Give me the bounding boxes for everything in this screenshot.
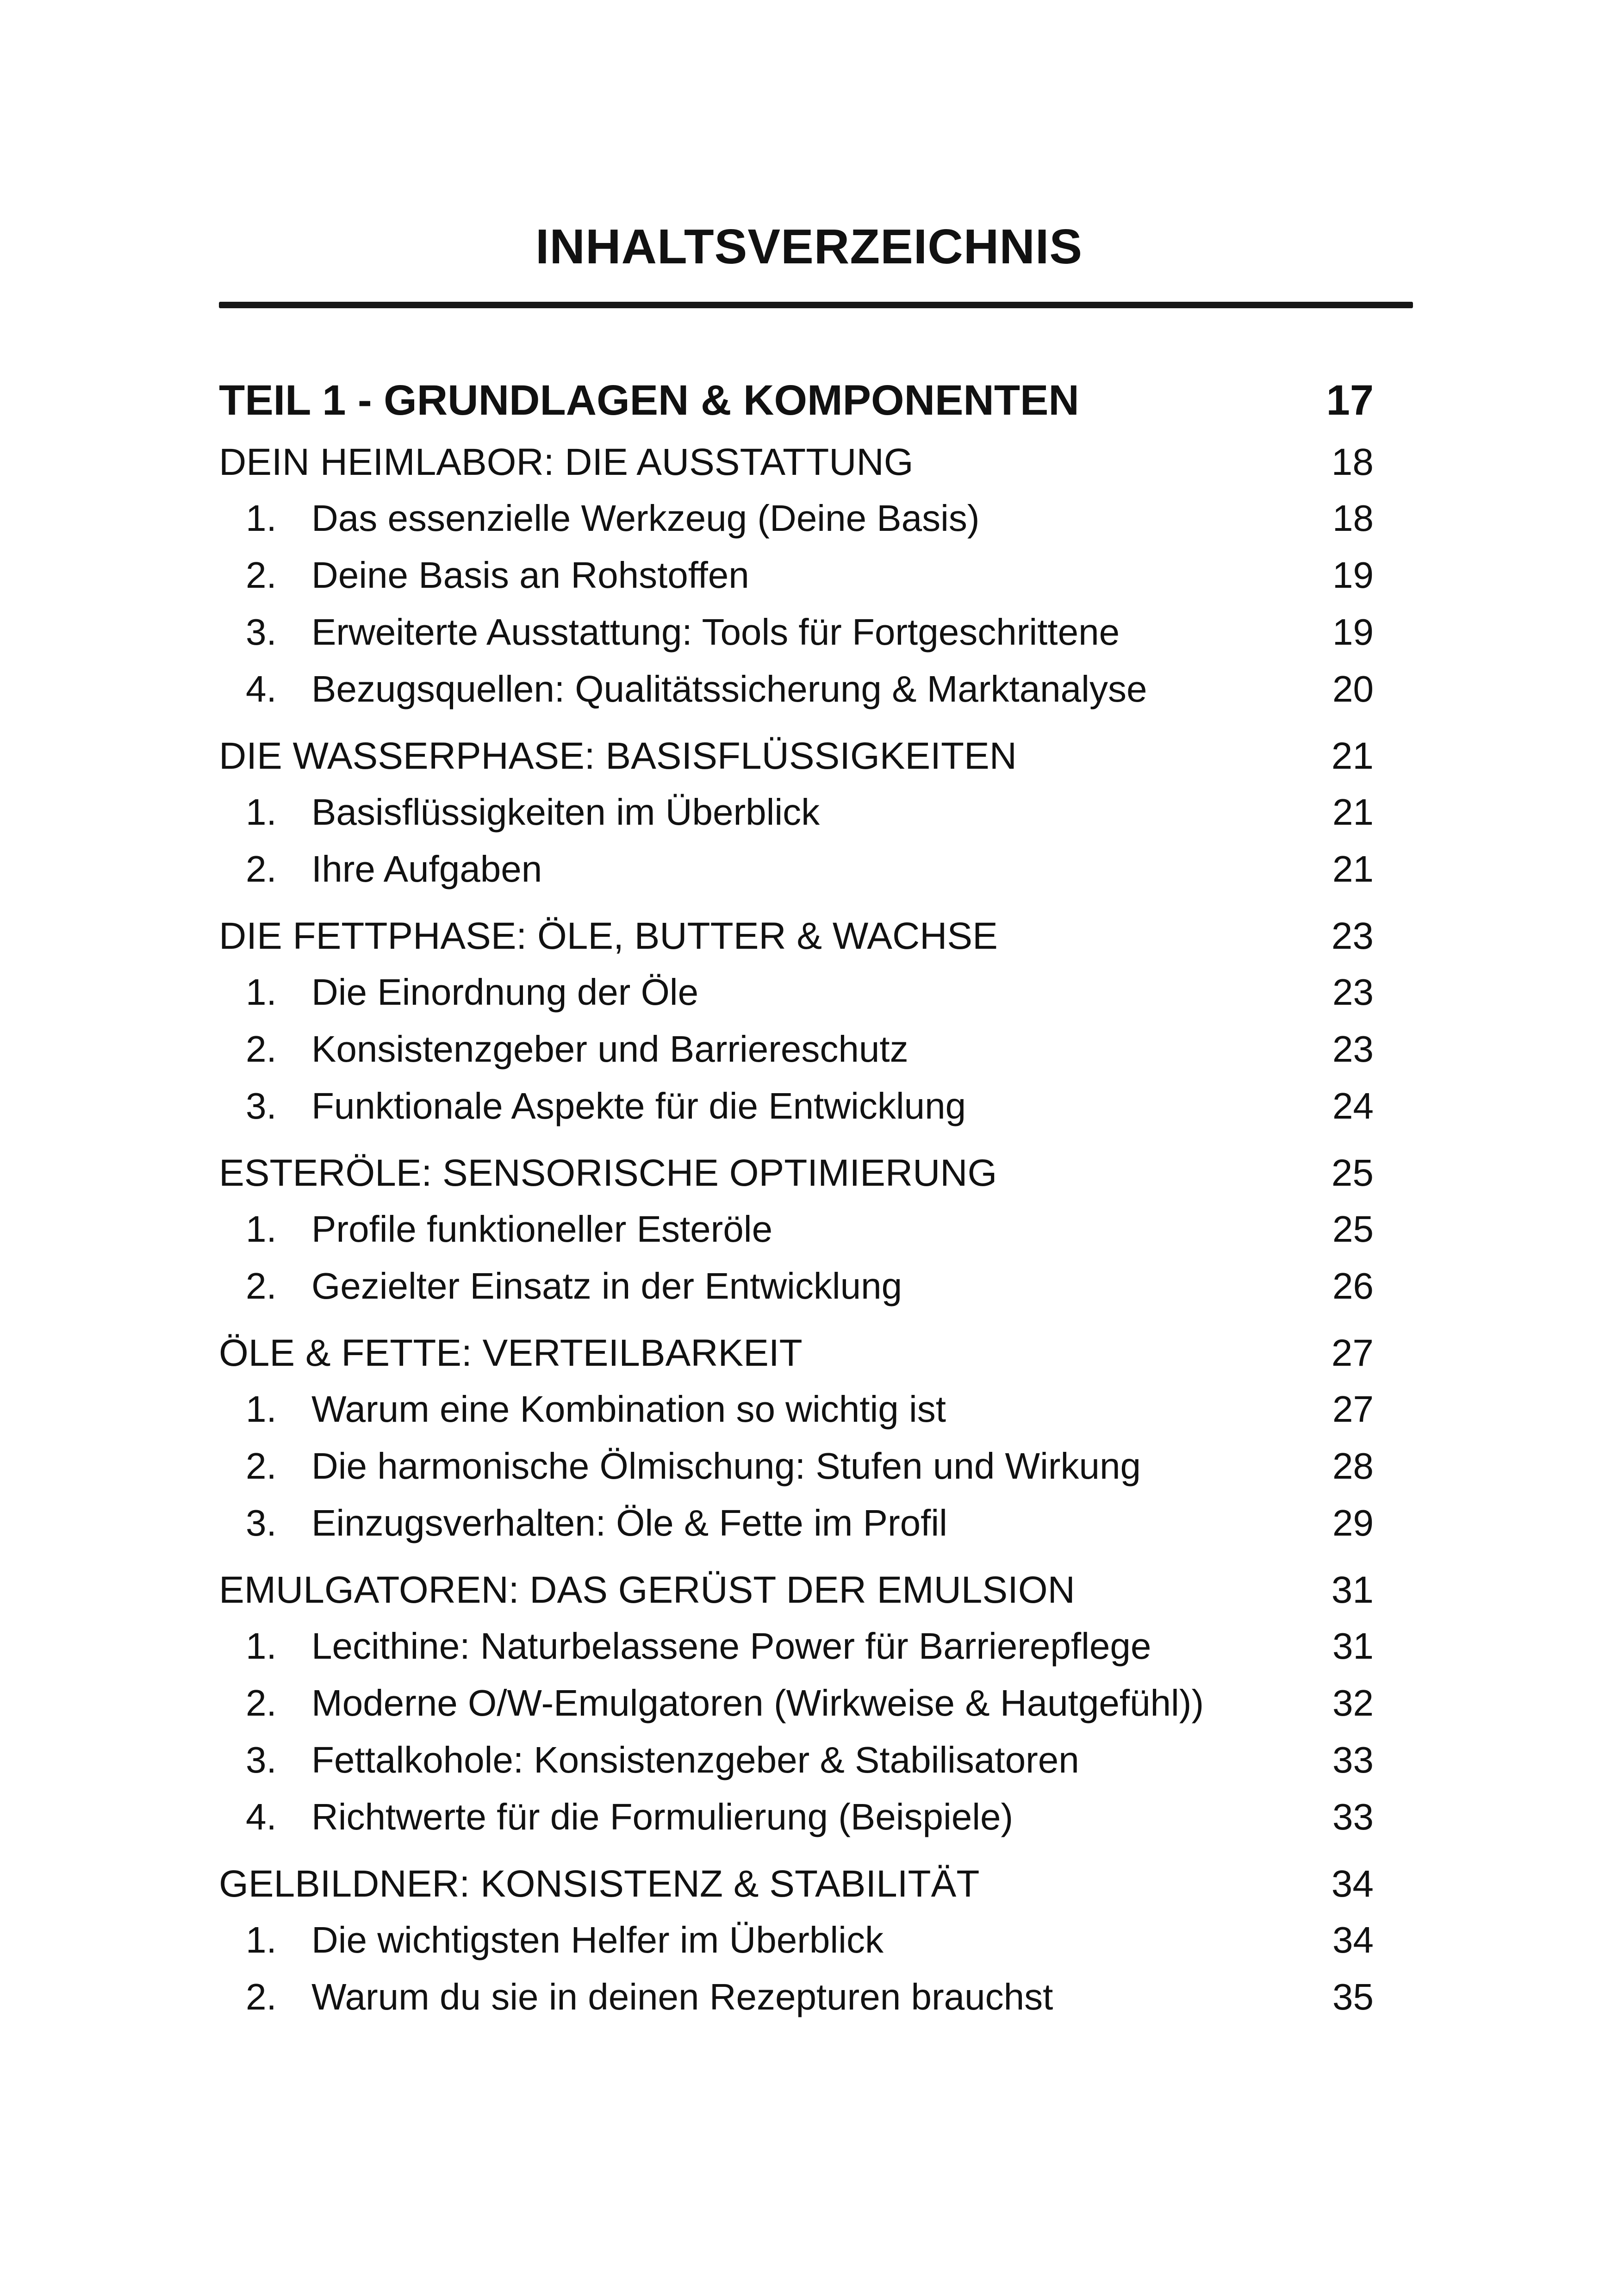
entry-page-number: 35	[1332, 1976, 1374, 2017]
entry-label: Die wichtigsten Helfer im Überblick	[311, 1919, 884, 1960]
chapter-section	[219, 729, 1374, 897]
chapter-heading[interactable]	[219, 909, 1374, 964]
chapter-heading[interactable]	[219, 1326, 1374, 1381]
toc-entry[interactable]	[219, 1077, 1374, 1134]
chapter-title: DIE FETTPHASE: ÖLE, BUTTER & WACHSE	[219, 915, 998, 957]
entry-label: Basisflüssigkeiten im Überblick	[311, 791, 820, 833]
toc-entry[interactable]	[219, 604, 1374, 660]
chapter-title: ÖLE & FETTE: VERTEILBARKEIT	[219, 1332, 803, 1374]
chapter-title: EMULGATOREN: DAS GERÜST DER EMULSION	[219, 1569, 1075, 1611]
chapter-title: GELBILDNER: KONSISTENZ & STABILITÄT	[219, 1863, 980, 1905]
entry-number: 1.	[246, 498, 277, 539]
toc-entry[interactable]	[219, 1674, 1374, 1731]
entry-page-number: 18	[1332, 498, 1374, 539]
chapter-page-number: 31	[1331, 1569, 1374, 1611]
entry-label: Moderne O/W-Emulgatoren (Wirkweise & Hautgefühl))	[311, 1682, 1204, 1724]
entry-number: 3.	[246, 1085, 277, 1126]
chapter-list	[219, 435, 1374, 2025]
chapter-page-number: 34	[1331, 1863, 1374, 1905]
chapter-section	[219, 1857, 1374, 2025]
entry-page-number: 21	[1332, 791, 1374, 833]
toc-entry[interactable]	[219, 1968, 1374, 2025]
entry-list	[219, 490, 1374, 717]
chapter-section	[219, 1563, 1374, 1845]
entry-number: 1.	[246, 1625, 277, 1667]
entry-label: Die Einordnung der Öle	[311, 971, 699, 1013]
chapter-heading[interactable]	[219, 1146, 1374, 1201]
chapter-title: DIE WASSERPHASE: BASISFLÜSSIGKEITEN	[219, 735, 1017, 777]
entry-list	[219, 964, 1374, 1134]
entry-label: Gezielter Einsatz in der Entwicklung	[311, 1265, 902, 1307]
entry-page-number: 31	[1332, 1625, 1374, 1667]
entry-page-number: 26	[1332, 1265, 1374, 1307]
toc-entry[interactable]	[219, 1020, 1374, 1077]
entry-number: 2.	[246, 1976, 277, 2017]
chapter-section	[219, 1146, 1374, 1314]
entry-label: Lecithine: Naturbelassene Power für Barrierepflege	[311, 1625, 1151, 1667]
entry-page-number: 19	[1332, 611, 1374, 653]
entry-page-number: 21	[1332, 848, 1374, 890]
toc-entry[interactable]	[219, 1731, 1374, 1788]
chapter-heading[interactable]	[219, 1563, 1374, 1618]
chapter-page-number: 23	[1331, 915, 1374, 957]
entry-label: Das essenzielle Werkzeug (Deine Basis)	[311, 498, 980, 539]
toc-entry[interactable]	[219, 1911, 1374, 1968]
entry-label: Funktionale Aspekte für die Entwicklung	[311, 1085, 966, 1126]
entry-number: 4.	[246, 1796, 277, 1837]
entry-label: Einzugsverhalten: Öle & Fette im Profil	[311, 1502, 947, 1543]
chapter-section	[219, 1326, 1374, 1551]
chapter-page-number: 18	[1331, 441, 1374, 483]
toc-entry[interactable]	[219, 1618, 1374, 1674]
entry-page-number: 20	[1332, 668, 1374, 709]
page-title: INHALTSVERZEICHNIS	[535, 219, 1083, 274]
entry-list	[219, 1618, 1374, 1845]
title-underline	[219, 302, 1413, 308]
chapter-title: DEIN HEIMLABOR: DIE AUSSTATTUNG	[219, 441, 914, 483]
chapter-heading[interactable]	[219, 1857, 1374, 1911]
entry-page-number: 32	[1332, 1682, 1374, 1724]
part-page-number: 17	[1326, 377, 1374, 424]
chapter-heading[interactable]	[219, 435, 1374, 490]
chapter-heading[interactable]	[219, 729, 1374, 784]
toc-entry[interactable]	[219, 547, 1374, 604]
entry-number: 4.	[246, 668, 277, 709]
entry-page-number: 25	[1332, 1208, 1374, 1250]
entry-page-number: 34	[1332, 1919, 1374, 1960]
entry-list	[219, 1381, 1374, 1551]
entry-label: Bezugsquellen: Qualitätssicherung & Marktanalyse	[311, 668, 1147, 709]
part-heading[interactable]	[219, 366, 1374, 435]
entry-number: 1.	[246, 791, 277, 833]
chapter-page-number: 21	[1331, 735, 1374, 777]
part-title: TEIL 1 - GRUNDLAGEN & KOMPONENTEN	[219, 377, 1079, 424]
entry-label: Deine Basis an Rohstoffen	[311, 554, 749, 596]
toc-entry[interactable]	[219, 784, 1374, 840]
entry-number: 1.	[246, 971, 277, 1013]
toc-entry[interactable]	[219, 1257, 1374, 1314]
entry-number: 3.	[246, 1502, 277, 1543]
chapter-section	[219, 435, 1374, 717]
entry-page-number: 33	[1332, 1796, 1374, 1837]
entry-page-number: 27	[1332, 1388, 1374, 1430]
entry-label: Profile funktioneller Esteröle	[311, 1208, 773, 1250]
entry-number: 1.	[246, 1919, 277, 1960]
toc-entry[interactable]	[219, 1201, 1374, 1257]
entry-number: 1.	[246, 1208, 277, 1250]
toc-entry[interactable]	[219, 1437, 1374, 1494]
entry-number: 2.	[246, 1445, 277, 1487]
entry-page-number: 33	[1332, 1739, 1374, 1780]
entry-label: Warum du sie in deinen Rezepturen brauchst	[311, 1976, 1053, 2017]
entry-number: 2.	[246, 1265, 277, 1307]
entry-page-number: 24	[1332, 1085, 1374, 1126]
entry-page-number: 23	[1332, 971, 1374, 1013]
toc-entry[interactable]	[219, 964, 1374, 1020]
entry-number: 3.	[246, 611, 277, 653]
entry-page-number: 23	[1332, 1028, 1374, 1070]
toc-entry[interactable]	[219, 660, 1374, 717]
entry-number: 2.	[246, 1682, 277, 1724]
toc-entry[interactable]	[219, 1788, 1374, 1845]
toc-entry[interactable]	[219, 1494, 1374, 1551]
chapter-page-number: 27	[1331, 1332, 1374, 1374]
entry-page-number: 29	[1332, 1502, 1374, 1543]
entry-number: 2.	[246, 848, 277, 890]
entry-number: 3.	[246, 1739, 277, 1780]
chapter-page-number: 25	[1331, 1152, 1374, 1194]
entry-label: Ihre Aufgaben	[311, 848, 542, 890]
entry-label: Erweiterte Ausstattung: Tools für Fortgeschrittene	[311, 611, 1120, 653]
entry-list	[219, 1911, 1374, 2025]
toc-entry[interactable]	[219, 490, 1374, 547]
chapter-section	[219, 909, 1374, 1134]
chapter-title: ESTERÖLE: SENSORISCHE OPTIMIERUNG	[219, 1152, 997, 1194]
entry-label: Die harmonische Ölmischung: Stufen und Wirkung	[311, 1445, 1141, 1487]
table-of-contents	[219, 366, 1374, 2025]
entry-number: 2.	[246, 1028, 277, 1070]
entry-number: 1.	[246, 1388, 277, 1430]
entry-list	[219, 784, 1374, 897]
toc-entry[interactable]	[219, 840, 1374, 897]
entry-label: Richtwerte für die Formulierung (Beispiele)	[311, 1796, 1014, 1837]
entry-number: 2.	[246, 554, 277, 596]
entry-label: Warum eine Kombination so wichtig ist	[311, 1388, 946, 1430]
entry-page-number: 28	[1332, 1445, 1374, 1487]
toc-entry[interactable]	[219, 1381, 1374, 1437]
entry-label: Konsistenzgeber und Barriereschutz	[311, 1028, 909, 1070]
entry-label: Fettalkohole: Konsistenzgeber & Stabilisatoren	[311, 1739, 1079, 1780]
entry-page-number: 19	[1332, 554, 1374, 596]
entry-list	[219, 1201, 1374, 1314]
